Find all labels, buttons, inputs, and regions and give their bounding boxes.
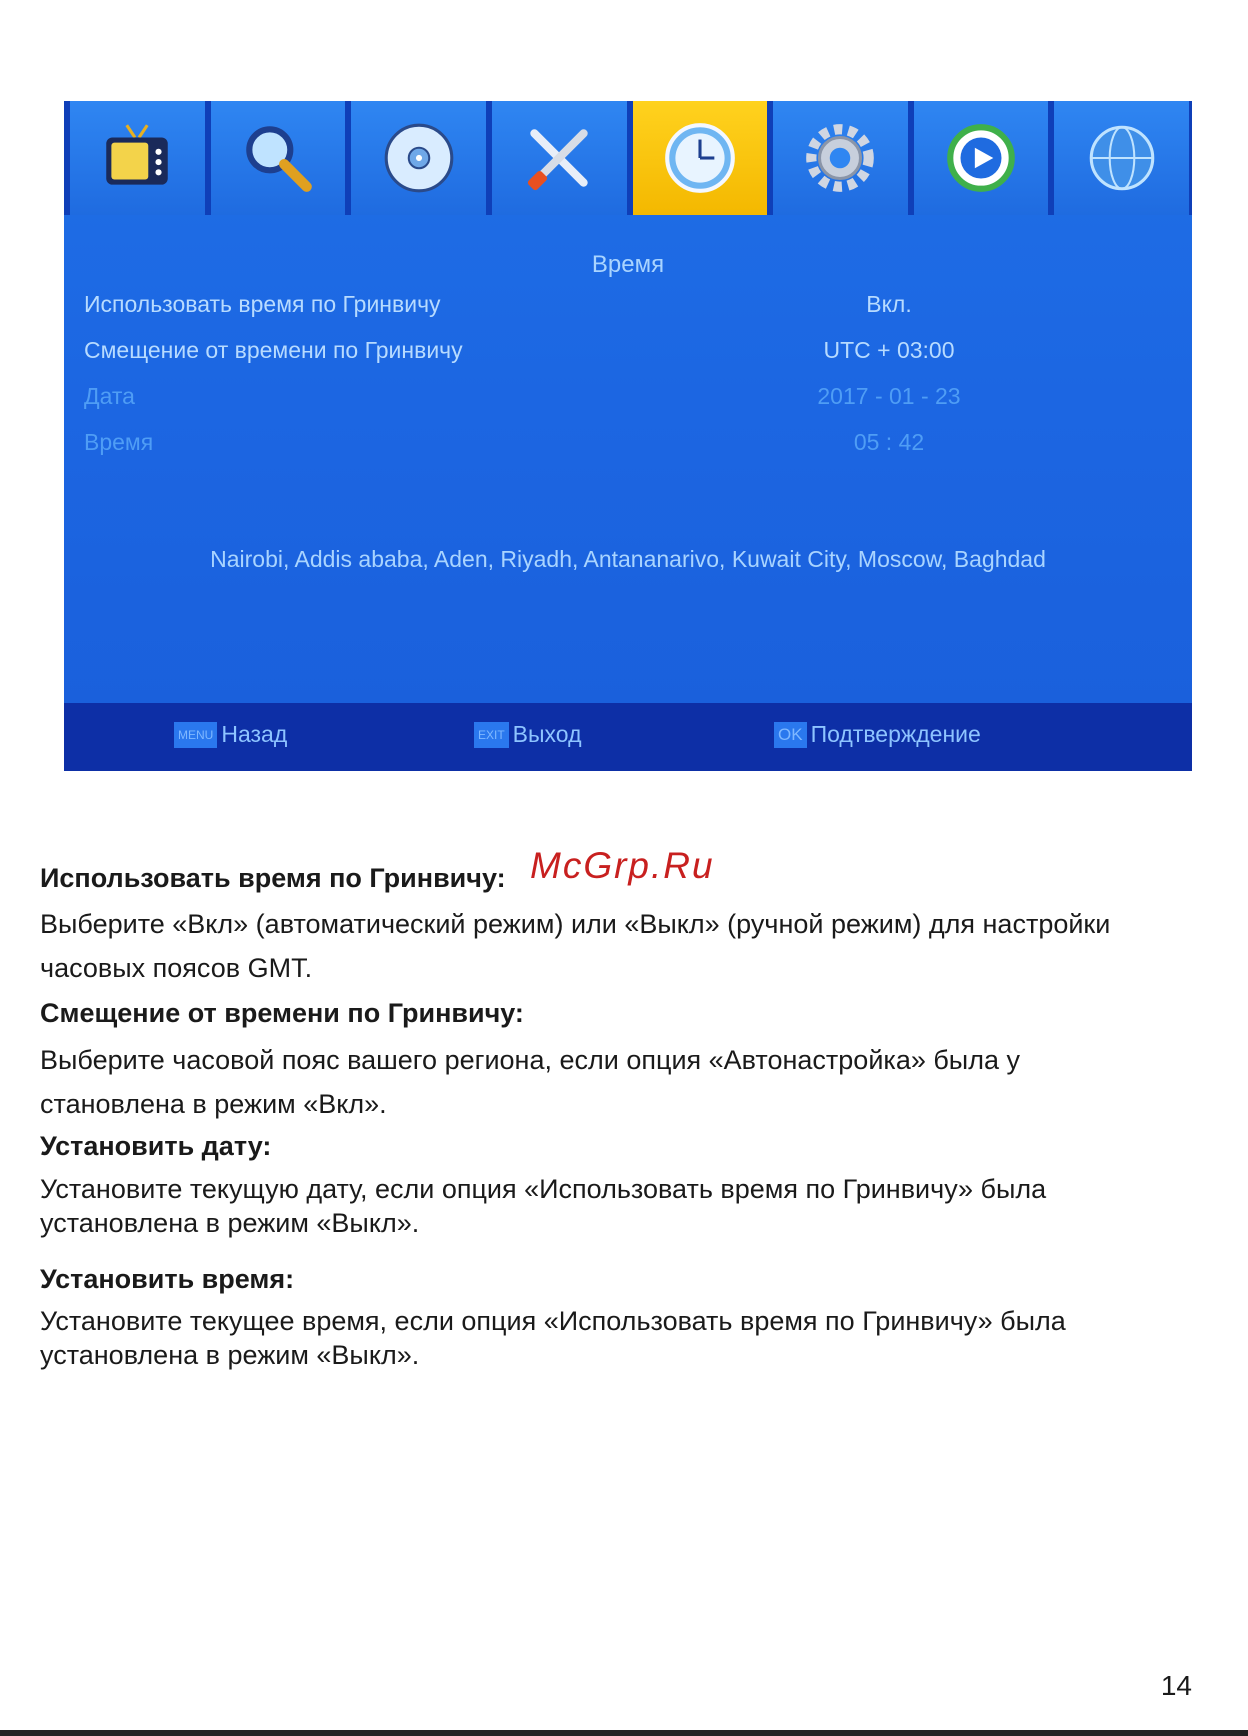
text-line: становлена в режим «Вкл». — [40, 1089, 387, 1119]
tab-tools[interactable] — [492, 101, 627, 215]
ok-key-icon: OK — [774, 722, 807, 748]
section-text-set-date — [40, 1172, 1210, 1240]
bottom-rule — [0, 1730, 1248, 1736]
back-label: Назад — [221, 721, 288, 747]
tab-settings[interactable] — [773, 101, 908, 215]
back-button[interactable] — [174, 721, 287, 748]
tab-time[interactable] — [633, 101, 768, 215]
text-line: Установите текущую дату, если опция «Использовать время по Гринвичу» была — [40, 1174, 1047, 1204]
time-value: 05 : 42 — [853, 429, 925, 455]
ok-button[interactable] — [774, 721, 981, 748]
menu-tabs — [64, 101, 1192, 215]
tv-icon — [96, 117, 178, 199]
tab-network[interactable] — [1054, 101, 1189, 215]
gear-icon — [799, 117, 881, 199]
watermark: McGrp.Ru — [530, 845, 715, 886]
gmt-offset-value: UTC + 03:00 — [823, 337, 955, 363]
section-heading-set-date: Установить дату: — [40, 1131, 272, 1161]
text-line: установлена в режим «Выкл». — [40, 1340, 420, 1370]
text-line: установлена в режим «Выкл». — [40, 1208, 420, 1238]
time-label: Время — [84, 429, 154, 455]
ok-label: Подтверждение — [810, 721, 981, 747]
section-heading-set-time: Установить время: — [40, 1264, 295, 1294]
section-text-gmt-usage — [40, 902, 1210, 990]
date-value: 2017 - 01 - 23 — [817, 383, 961, 409]
exit-button[interactable] — [474, 721, 582, 748]
section-text-set-time — [40, 1304, 1210, 1372]
media-play-icon — [940, 117, 1022, 199]
tab-media[interactable] — [914, 101, 1049, 215]
date-label: Дата — [84, 383, 135, 409]
screen-title: Время — [591, 251, 665, 278]
text-line: Установите текущее время, если опция «Использовать время по Гринвичу» была — [40, 1306, 1066, 1336]
text-line: часовых поясов GMT. — [40, 953, 313, 983]
exit-key-icon: EXIT — [474, 722, 509, 748]
menu-key-icon: MENU — [174, 722, 217, 748]
page-number: 14 — [1160, 1670, 1192, 1701]
gmt-usage-label: Использовать время по Гринвичу — [84, 291, 441, 317]
text-line: Выберите «Вкл» (автоматический режим) или «Выкл» (ручной режим) для настройки — [40, 909, 1111, 939]
tv-screenshot — [64, 101, 1192, 771]
globe-icon — [1081, 117, 1163, 199]
clock-icon — [659, 117, 741, 199]
disc-icon — [378, 117, 460, 199]
tab-disc[interactable] — [351, 101, 486, 215]
gmt-usage-value: Вкл. — [866, 291, 912, 317]
gmt-offset-label: Смещение от времени по Гринвичу — [84, 337, 463, 363]
tab-tv[interactable] — [70, 101, 205, 215]
search-icon — [237, 117, 319, 199]
tools-icon — [518, 117, 600, 199]
timezone-cities: Nairobi, Addis ababa, Aden, Riyadh, Antananarivo, Kuwait City, Moscow, Baghdad — [210, 546, 1046, 572]
section-heading-gmt-usage: Использовать время по Гринвичу: — [40, 863, 506, 893]
tab-search[interactable] — [211, 101, 346, 215]
footer-bar — [64, 703, 1192, 771]
text-line: Выберите часовой пояс вашего региона, если опция «Автонастройка» была у — [40, 1045, 1020, 1075]
section-text-gmt-offset — [40, 1038, 1210, 1126]
exit-label: Выход — [512, 721, 582, 747]
section-heading-gmt-offset: Смещение от времени по Гринвичу: — [40, 998, 524, 1028]
